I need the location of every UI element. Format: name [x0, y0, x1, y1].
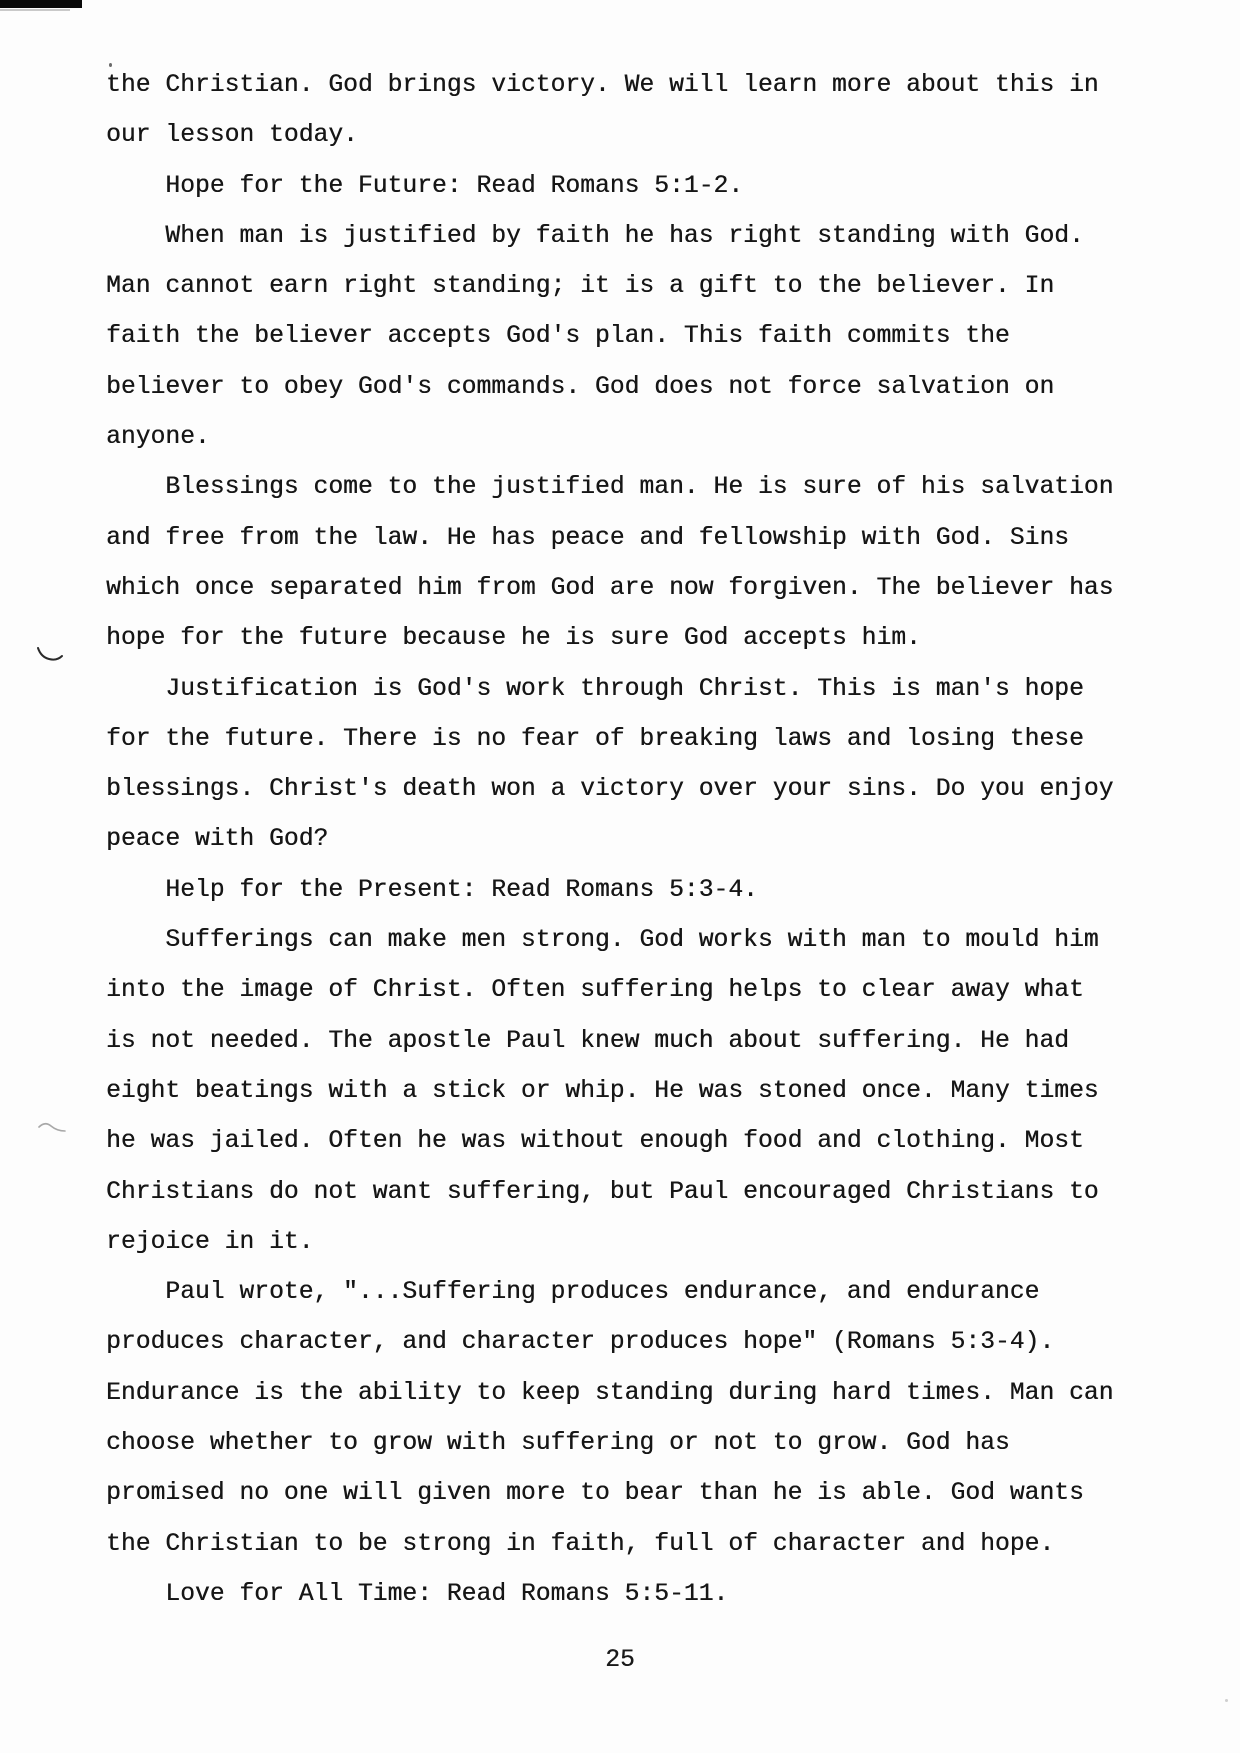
text-line: and free from the law. He has peace and fellowship with God. Sins: [106, 523, 1069, 552]
text-line: for the future. There is no fear of breaking laws and losing these: [106, 724, 1084, 753]
text-line: choose whether to grow with suffering or not to grow. God has: [106, 1429, 1010, 1458]
text-line: into the image of Christ. Often suffering helps to clear away what: [106, 976, 1084, 1005]
text-line: he was jailed. Often he was without enough food and clothing. Most: [106, 1127, 1084, 1156]
text-line: When man is justified by faith he has right standing with God.: [106, 221, 1084, 250]
text-line: promised no one will given more to bear than he is able. God wants: [106, 1479, 1084, 1508]
text-line: Help for the Present: Read Romans 5:3-4.: [106, 875, 758, 904]
text-line: believer to obey God's commands. God does not force salvation on: [106, 372, 1055, 401]
text-line: Paul wrote, "...Suffering produces endurance, and endurance: [106, 1278, 1040, 1307]
text-line: the Christian. God brings victory. We will learn more about this in: [106, 71, 1099, 99]
text-line: Endurance is the ability to keep standing during hard times. Man can: [106, 1378, 1114, 1407]
text-line: anyone.: [106, 423, 210, 452]
text-line: is not needed. The apostle Paul knew much about suffering. He had: [106, 1026, 1069, 1055]
text-line: Christians do not want suffering, but Paul encouraged Christians to: [106, 1177, 1099, 1206]
text-line: Sufferings can make men strong. God works with man to mould him: [106, 926, 1099, 955]
text-line: Love for All Time: Read Romans 5:5-11.: [106, 1579, 729, 1608]
text-line: faith the believer accepts God's plan. This faith commits the: [106, 322, 1010, 351]
page-number: 25: [605, 1646, 635, 1674]
text-line: peace with God?: [106, 825, 329, 854]
text-line: Man cannot earn right standing; it is a gift to the believer. In: [106, 272, 1055, 301]
text-line: Justification is God's work through Christ. This is man's hope: [106, 674, 1084, 703]
text-line: eight beatings with a stick or whip. He was stoned once. Many times: [106, 1076, 1099, 1105]
pen-mark-curve: [36, 645, 64, 665]
text-line: our lesson today.: [106, 121, 358, 150]
scan-corner-bar-shadow: [0, 9, 70, 11]
text-line: which once separated him from God are now forgiven. The believer has: [106, 573, 1114, 602]
text-line: Blessings come to the justified man. He is sure of his salvation: [106, 473, 1114, 502]
text-line: blessings. Christ's death won a victory over your sins. Do you enjoy: [106, 775, 1114, 804]
scan-speck-bottom: [1225, 1699, 1228, 1702]
typewritten-text-block: [106, 60, 1113, 1619]
text-line: hope for the future because he is sure God accepts him.: [106, 624, 921, 653]
text-line: Hope for the Future: Read Romans 5:1-2.: [106, 171, 744, 200]
text-line: rejoice in it.: [106, 1227, 314, 1256]
scan-corner-bar: [0, 0, 82, 8]
pen-mark-squiggle: [38, 1118, 68, 1140]
text-line: produces character, and character produces hope" (Romans 5:3-4).: [106, 1328, 1055, 1357]
text-line: the Christian to be strong in faith, full of character and hope.: [106, 1529, 1055, 1558]
